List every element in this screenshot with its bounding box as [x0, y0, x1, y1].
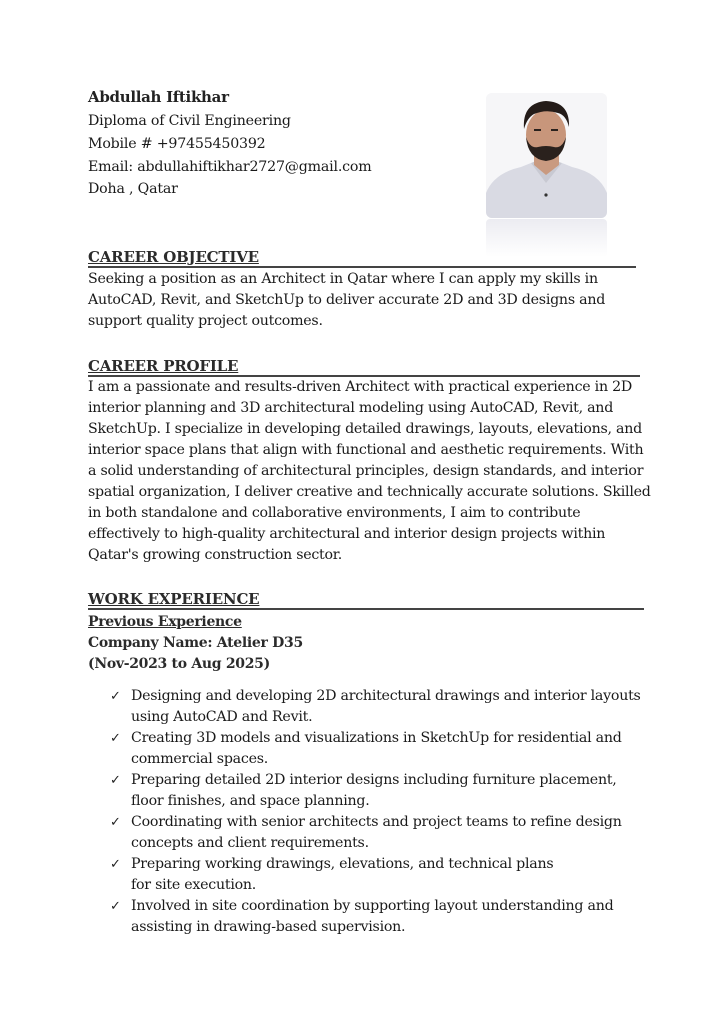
location: Doha , Qatar: [88, 181, 178, 197]
list-item: [110, 686, 650, 728]
company-name: Company Name: Atelier D35: [88, 635, 303, 651]
employment-period: (Nov-2023 to Aug 2025): [88, 656, 270, 672]
qualification: Diploma of Civil Engineering: [88, 113, 291, 129]
text-line: a solid understanding of architectural principles, design standards, and interior: [88, 463, 644, 479]
career-objective-heading: [88, 246, 636, 268]
text-line: spatial organization, I deliver creative and technically accurate solutions. Skilled: [88, 484, 651, 500]
checkmark-icon: ✓: [110, 773, 121, 788]
email-address: Email: abdullahiftikhar2727@gmail.com: [88, 159, 372, 175]
person-portrait-icon: [486, 93, 607, 218]
list-item: [110, 770, 650, 812]
bullet-line: Preparing working drawings, elevations, and technical plans: [131, 856, 554, 872]
previous-experience-label: Previous Experience: [88, 614, 242, 630]
bullet-line: concepts and client requirements.: [131, 835, 369, 851]
bullet-line: commercial spaces.: [131, 751, 269, 767]
mobile-number: Mobile # +97455450392: [88, 136, 266, 152]
bullet-line: Designing and developing 2D architectural drawings and interior layouts: [131, 688, 641, 704]
text-line: AutoCAD, Revit, and SketchUp to deliver accurate 2D and 3D designs and: [88, 292, 606, 308]
text-line: Seeking a position as an Architect in Qatar where I can apply my skills in: [88, 271, 598, 287]
bullet-line: for site execution.: [131, 877, 257, 893]
text-line: SketchUp. I specialize in developing detailed drawings, layouts, elevations, and: [88, 421, 642, 437]
bullet-line: Coordinating with senior architects and project teams to refine design: [131, 814, 622, 830]
section-title: WORK EXPERIENCE: [88, 590, 260, 608]
checkmark-icon: ✓: [110, 689, 121, 704]
section-title: CAREER OBJECTIVE: [88, 248, 259, 266]
checkmark-icon: ✓: [110, 899, 121, 914]
checkmark-icon: ✓: [110, 815, 121, 830]
career-profile-text: [88, 377, 651, 566]
checkmark-icon: ✓: [110, 731, 121, 746]
work-experience-heading: [88, 588, 644, 610]
checkmark-icon: ✓: [110, 857, 121, 872]
text-line: interior space plans that align with functional and aesthetic requirements. With: [88, 442, 644, 458]
text-line: Qatar's growing construction sector.: [88, 547, 343, 563]
candidate-name: Abdullah Iftikhar: [88, 88, 229, 106]
text-line: interior planning and 3D architectural modeling using AutoCAD, Revit, and: [88, 400, 614, 416]
text-line: I am a passionate and results-driven Architect with practical experience in 2D: [88, 379, 633, 395]
text-line: effectively to high-quality architectural and interior design projects within: [88, 526, 606, 542]
list-item: [110, 728, 650, 770]
bullet-line: assisting in drawing-based supervision.: [131, 919, 406, 935]
experience-bullet-list: [110, 686, 650, 938]
list-item: [110, 854, 650, 896]
text-line: in both standalone and collaborative environments, I aim to contribute: [88, 505, 581, 521]
list-item: [110, 812, 650, 854]
text-line: support quality project outcomes.: [88, 313, 323, 329]
career-profile-heading: [88, 355, 640, 377]
profile-photo: [486, 93, 607, 218]
list-item: [110, 896, 650, 938]
bullet-line: using AutoCAD and Revit.: [131, 709, 313, 725]
bullet-line: Creating 3D models and visualizations in SketchUp for residential and: [131, 730, 622, 746]
bullet-line: Preparing detailed 2D interior designs including furniture placement,: [131, 772, 617, 788]
section-title: CAREER PROFILE: [88, 357, 239, 375]
career-objective-text: [88, 269, 648, 332]
bullet-line: Involved in site coordination by supporting layout understanding and: [131, 898, 614, 914]
bullet-line: floor finishes, and space planning.: [131, 793, 370, 809]
